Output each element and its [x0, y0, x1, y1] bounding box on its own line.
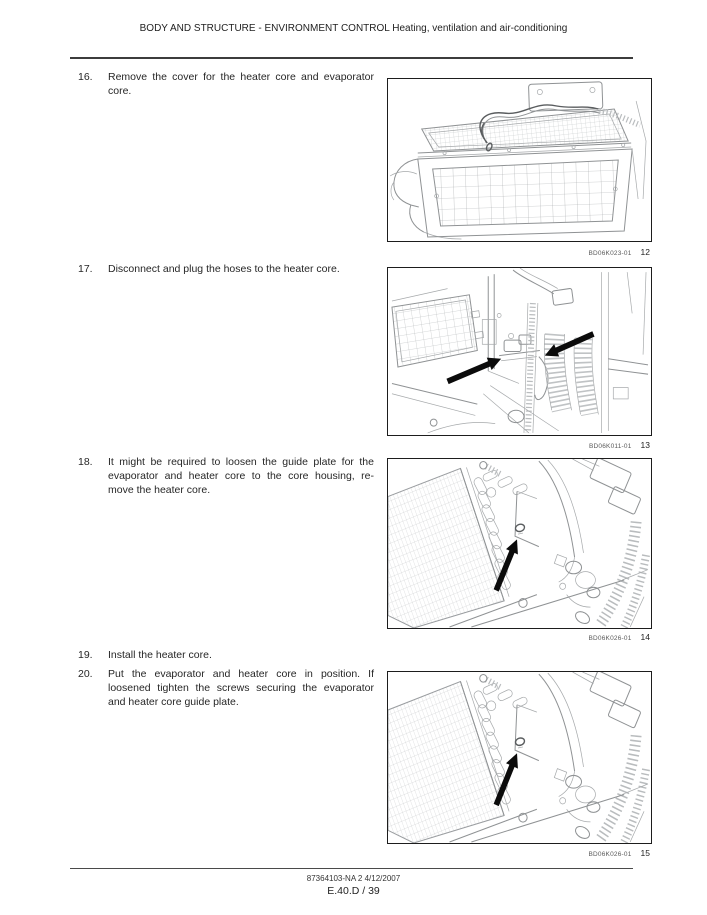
figure-15 [387, 671, 652, 844]
heater-hoses-illustration [388, 268, 651, 435]
heater-cover-illustration [388, 79, 651, 241]
figure-caption [387, 247, 652, 257]
step-text-line: move the heater core. [108, 484, 211, 496]
step-text-line: Disconnect and plug the hoses to the heater core. [108, 263, 340, 275]
figure-13 [387, 267, 652, 436]
figure-code: BD06K026-01 [588, 635, 632, 642]
page-header: BODY AND STRUCTURE - ENVIRONMENT CONTROL Heating, ventilation and air-conditioning [139, 23, 568, 34]
figure-caption [387, 848, 652, 858]
step-text-line: loosened tighten the screws securing the evaporator [108, 682, 374, 694]
figure-code: BD06K026-01 [588, 851, 632, 858]
figure-code: BD06K011-01 [588, 443, 632, 450]
figure-number: 13 [640, 440, 650, 450]
step-number: 17. [78, 263, 93, 275]
callout-arrow [494, 539, 518, 591]
guide-plate-illustration [388, 672, 651, 843]
figure-caption [387, 632, 652, 642]
figure-12 [387, 78, 652, 242]
step-16 [78, 70, 374, 98]
step-text-line: Put the evaporator and heater core in position. If [108, 668, 374, 680]
figure-number: 14 [640, 632, 650, 642]
callout-arrow [446, 358, 501, 384]
header-rule [70, 57, 633, 59]
step-text-line: evaporator and heater core to the core housing, re- [108, 470, 374, 482]
step-text-line: It might be required to loosen the guide plate for the [108, 456, 374, 468]
figure-number: 15 [640, 848, 650, 858]
step-text-line: core. [108, 85, 132, 97]
step-text-line: Install the heater core. [108, 649, 212, 661]
step-number: 19. [78, 649, 93, 661]
step-number: 18. [78, 456, 93, 468]
step-text-line: Remove the cover for the heater core and evaporator [108, 71, 374, 83]
step-20 [78, 667, 374, 709]
step-19 [78, 648, 374, 662]
figure-caption [387, 440, 652, 450]
figure-code: BD06K023-01 [588, 250, 632, 257]
step-number: 16. [78, 71, 93, 83]
step-number: 20. [78, 668, 93, 680]
step-text-line: and heater core guide plate. [108, 696, 239, 708]
guide-plate-illustration [388, 459, 651, 628]
footer-page-reference: E.40.D / 39 [327, 885, 380, 897]
figure-14 [387, 458, 652, 629]
footer-rule [70, 868, 633, 869]
footer-doc-reference: 87364103-NA 2 4/12/2007 [306, 874, 401, 883]
step-18 [78, 455, 374, 497]
callout-arrow [494, 753, 518, 806]
step-17 [78, 262, 374, 276]
figure-number: 12 [640, 247, 650, 257]
